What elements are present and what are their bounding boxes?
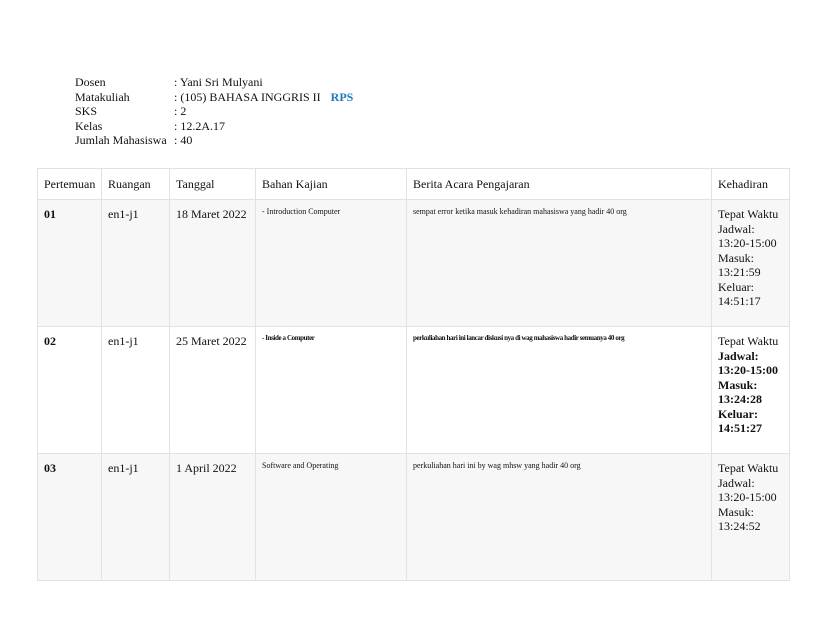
info-row-matakuliah (75, 90, 353, 105)
sks-value: : 2 (174, 104, 187, 118)
kelas-value: : 12.2A.17 (174, 118, 225, 133)
jumlah-value: : 40 (174, 133, 193, 147)
kelas-label: Kelas (75, 118, 103, 133)
kehadiran-status: Tepat Waktu (718, 461, 779, 475)
header-ruangan: Ruangan (102, 169, 170, 200)
kehadiran-masuk: Masuk: 13:24:28 (718, 377, 762, 406)
header-berita-acara: Berita Acara Pengajaran (407, 169, 712, 200)
jumlah-label: Jumlah Mahasiswa (75, 133, 167, 147)
header-pertemuan: Pertemuan (38, 169, 102, 200)
rps-link[interactable]: RPS (330, 89, 354, 104)
matakuliah-value: : (105) BAHASA INGGRIS II (174, 89, 321, 104)
cell-bahan-kajian: - Introduction Computer (256, 200, 407, 327)
cell-pertemuan: 02 (38, 327, 102, 454)
table-row (38, 200, 790, 327)
kehadiran-jadwal: Jadwal: 13:20-15:00 (718, 475, 777, 504)
cell-tanggal: 25 Maret 2022 (170, 327, 256, 454)
cell-bahan-kajian: - Inside a Computer (256, 327, 407, 454)
cell-tanggal: 1 April 2022 (170, 454, 256, 581)
cell-ruangan: en1-j1 (102, 454, 170, 581)
kehadiran-status: Tepat Waktu (718, 334, 779, 348)
header-bahan-kajian: Bahan Kajian (256, 169, 407, 200)
dosen-label: Dosen (75, 75, 106, 89)
info-row-sks (75, 104, 353, 119)
dosen-value: : Yani Sri Mulyani (174, 75, 263, 89)
kehadiran-masuk: Masuk: 13:21:59 (718, 250, 761, 279)
table-row (38, 327, 790, 454)
kehadiran-status: Tepat Waktu (718, 207, 779, 221)
cell-berita-acara: perkuliahan hari ini by wag mhsw yang hadir 40 org (407, 454, 712, 581)
cell-bahan-kajian: Software and Operating (256, 454, 407, 581)
header-tanggal: Tanggal (170, 169, 256, 200)
cell-ruangan: en1-j1 (102, 200, 170, 327)
cell-tanggal: 18 Maret 2022 (170, 200, 256, 327)
info-row-dosen (75, 75, 353, 90)
kehadiran-keluar: Keluar: 14:51:27 (718, 406, 762, 435)
info-row-kelas (75, 119, 353, 134)
cell-ruangan: en1-j1 (102, 327, 170, 454)
cell-pertemuan: 01 (38, 200, 102, 327)
cell-kehadiran (712, 327, 790, 454)
header-kehadiran: Kehadiran (712, 169, 790, 200)
matakuliah-label: Matakuliah (75, 89, 130, 104)
table-row (38, 454, 790, 581)
kehadiran-jadwal: Jadwal: 13:20-15:00 (718, 348, 778, 377)
kehadiran-jadwal: Jadwal: 13:20-15:00 (718, 221, 777, 250)
kehadiran-masuk: Masuk: 13:24:52 (718, 504, 761, 533)
kehadiran-keluar: Keluar: 14:51:17 (718, 279, 761, 308)
cell-kehadiran (712, 200, 790, 327)
attendance-table (37, 168, 790, 581)
info-row-jumlah (75, 133, 353, 148)
cell-kehadiran (712, 454, 790, 581)
cell-pertemuan: 03 (38, 454, 102, 581)
sks-label: SKS (75, 104, 98, 118)
cell-berita-acara: perkuliahan hari ini lancar diskusi nya di wag mahasiswa hadir semuanya 40 org (407, 327, 712, 454)
table-header-row (38, 169, 790, 200)
course-info (75, 75, 353, 148)
cell-berita-acara: sempat error ketika masuk kehadiran mahasiswa yang hadir 40 org (407, 200, 712, 327)
